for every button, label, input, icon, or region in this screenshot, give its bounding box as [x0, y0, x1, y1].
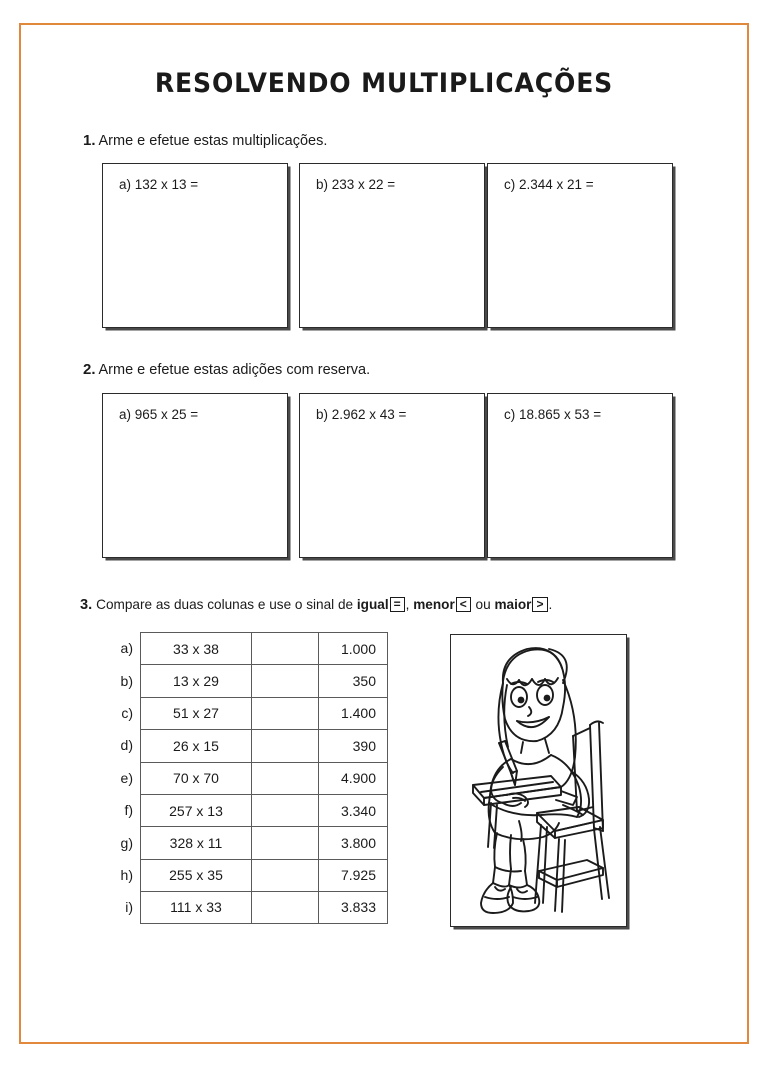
row-cells — [140, 632, 388, 664]
expression-cell: 255 x 35 — [169, 867, 223, 884]
answer-box-1c[interactable] — [487, 163, 673, 328]
expression-cell: 111 x 33 — [170, 899, 222, 916]
answer-box-1a[interactable] — [102, 163, 288, 328]
sign-answer-cell[interactable] — [251, 795, 319, 826]
table-row — [105, 632, 388, 664]
question-3-word-igual: igual — [356, 597, 389, 612]
answer-box-2a-label: a) 965 x 25 = — [119, 407, 199, 422]
sign-answer-cell[interactable] — [251, 730, 319, 761]
table-row — [105, 762, 388, 794]
answer-box-1b[interactable] — [299, 163, 485, 328]
question-2-number: 2. — [83, 361, 96, 378]
table-row — [105, 859, 388, 891]
row-cells — [140, 762, 388, 794]
table-row — [105, 697, 388, 729]
row-letter: a) — [120, 640, 133, 657]
answer-box-2b[interactable] — [299, 393, 485, 558]
row-cells — [140, 891, 388, 923]
value-cell: 1.000 — [340, 640, 376, 657]
question-1-number: 1. — [83, 132, 96, 149]
row-cells — [140, 794, 388, 826]
value-cell: 390 — [352, 737, 376, 754]
sign-answer-cell[interactable] — [251, 827, 319, 858]
value-cell: 350 — [352, 673, 376, 690]
answer-box-2a[interactable] — [102, 393, 288, 558]
answer-box-1a-label: a) 132 x 13 = — [119, 177, 199, 192]
row-letter: g) — [120, 834, 133, 851]
sign-answer-cell[interactable] — [251, 892, 319, 922]
sign-answer-cell[interactable] — [251, 698, 319, 729]
row-cells — [140, 826, 388, 858]
row-letter: i) — [125, 899, 133, 916]
sign-answer-cell[interactable] — [251, 633, 319, 664]
row-letter: d) — [120, 737, 133, 754]
answer-box-2c[interactable] — [487, 393, 673, 558]
table-row — [105, 729, 388, 761]
value-cell: 3.833 — [340, 899, 376, 916]
row-letter: e) — [120, 769, 133, 786]
row-cells — [140, 697, 388, 729]
sign-answer-cell[interactable] — [251, 763, 319, 794]
table-row — [105, 891, 388, 923]
page-title: RESOLVENDO MULTIPLICAÇÕES — [154, 68, 614, 99]
question-3-number: 3. — [80, 597, 93, 613]
answer-box-2c-label: c) 18.865 x 53 = — [504, 407, 602, 422]
value-cell: 1.400 — [340, 705, 376, 722]
value-cell: 3.340 — [340, 802, 376, 819]
table-row — [105, 664, 388, 696]
table-row — [105, 794, 388, 826]
expression-cell: 328 x 11 — [169, 835, 223, 852]
row-letter: f) — [124, 802, 133, 819]
answer-box-2b-label: b) 2.962 x 43 = — [316, 407, 407, 422]
question-3-separator-2: ou — [471, 597, 495, 612]
value-cell: 4.900 — [340, 770, 376, 787]
greater-than-sign-icon: > — [532, 597, 547, 612]
row-letter: b) — [120, 672, 133, 689]
row-letter: h) — [120, 866, 133, 883]
comparison-table — [105, 632, 388, 924]
less-than-sign-icon: < — [456, 597, 471, 612]
answer-box-1b-label: b) 233 x 22 = — [316, 177, 396, 192]
expression-cell: 51 x 27 — [173, 705, 219, 722]
row-cells — [140, 859, 388, 891]
question-3-prompt-end: . — [548, 597, 553, 612]
expression-cell: 257 x 13 — [169, 802, 223, 819]
question-3-word-menor: menor — [413, 597, 455, 612]
table-row — [105, 826, 388, 858]
question-3-heading — [80, 597, 552, 613]
expression-cell: 13 x 29 — [173, 673, 219, 690]
question-3-word-maior: maior — [494, 597, 532, 612]
question-2-heading — [83, 361, 370, 378]
expression-cell: 70 x 70 — [173, 770, 219, 787]
row-cells — [140, 664, 388, 696]
expression-cell: 26 x 15 — [173, 737, 219, 754]
row-cells — [140, 729, 388, 761]
question-1-heading — [83, 132, 327, 149]
question-3-prompt-start: Compare as duas colunas e use o sinal de — [96, 597, 357, 612]
question-3-separator-1: , — [405, 597, 414, 612]
answer-box-1c-label: c) 2.344 x 21 = — [504, 177, 594, 192]
sign-answer-cell[interactable] — [251, 665, 319, 696]
question-2-prompt: Arme e efetue estas adições com reserva. — [98, 362, 371, 378]
question-1-prompt: Arme e efetue estas multiplicações. — [98, 133, 328, 149]
illustration-frame — [450, 634, 627, 927]
value-cell: 7.925 — [340, 867, 376, 884]
expression-cell: 33 x 38 — [173, 640, 219, 657]
equal-sign-icon: = — [390, 597, 405, 612]
girl-writing-illustration — [451, 635, 626, 926]
row-letter: c) — [121, 704, 133, 721]
sign-answer-cell[interactable] — [251, 860, 319, 891]
value-cell: 3.800 — [340, 835, 376, 852]
